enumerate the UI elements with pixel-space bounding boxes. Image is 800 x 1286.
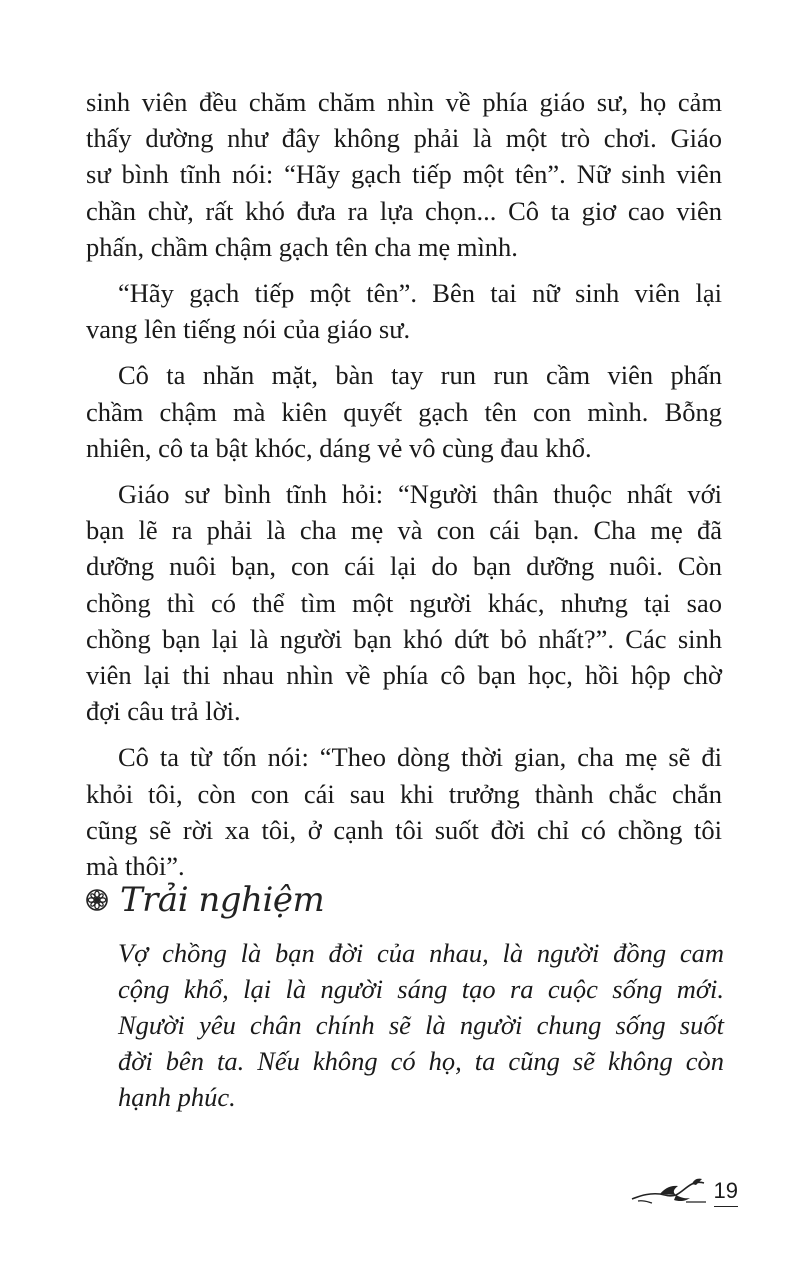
text-line: mà thôi”. [86, 851, 185, 882]
text-line: chồng bạn lại là người bạn khó dứt bỏ nhất?”. Các sinh [86, 623, 722, 654]
text-line: sinh viên đều chăm chăm nhìn về phía giáo sư, họ cảm [86, 87, 722, 117]
text-line: đời bên ta. Nếu không có họ, ta cũng sẽ không còn [118, 1046, 724, 1076]
text-line: viên lại thi nhau nhìn về phía cô bạn học, hồi hộp chờ [86, 660, 722, 691]
text-line: dưỡng nuôi bạn, con cái lại do bạn dưỡng nuôi. Còn [86, 551, 722, 582]
text-line: hạnh phúc. [118, 1082, 236, 1112]
text-line: “Hãy gạch tiếp một tên”. Bên tai nữ sinh viên lại [118, 278, 722, 309]
text-line: chồng thì có thể tìm một người khác, nhưng tại sao [86, 587, 722, 618]
section-heading [86, 880, 324, 920]
text-line: chầm chậm mà kiên quyết gạch tên con mình. Bỗng [86, 396, 722, 427]
text-line: nhiên, cô ta bật khóc, dáng vẻ vô cùng đau khổ. [86, 432, 592, 463]
text-line: thấy dường như đây không phải là một trò chơi. Giáo [86, 123, 722, 154]
text-line: cộng khổ, lại là người sáng tạo ra cuộc sống mới. [118, 974, 724, 1004]
text-line: đợi câu trả lời. [86, 696, 241, 727]
flower-ornament-icon [86, 889, 108, 911]
text-line: Cô ta nhăn mặt, bàn tay run run cầm viên phấn [118, 360, 722, 391]
text-line: chần chừ, rất khó đưa ra lựa chọn... Cô ta giơ cao viên [86, 195, 722, 226]
paragraph-4 [86, 476, 722, 729]
paragraph-2 [86, 275, 722, 347]
paragraph-5 [86, 739, 722, 884]
bird-ornament-icon [630, 1175, 708, 1207]
paragraph-3 [86, 357, 722, 466]
text-line: bạn lẽ ra phải là cha mẹ và con cái bạn. Cha mẹ đã [86, 515, 722, 546]
paragraph-1 [86, 84, 722, 265]
text-line: sư bình tĩnh nói: “Hãy gạch tiếp một tên”. Nữ sinh viên [86, 159, 722, 190]
text-line: vang lên tiếng nói của giáo sư. [86, 314, 411, 345]
text-line: Giáo sư bình tĩnh hỏi: “Người thân thuộc nhất với [118, 479, 722, 510]
text-line: Người yêu chân chính sẽ là người chung sống suốt [118, 1010, 724, 1040]
text-line: khỏi tôi, còn con cái sau khi trưởng thành chắc chắn [86, 778, 722, 809]
page-footer [630, 1175, 738, 1207]
section-title: Trải nghiệm [120, 880, 325, 920]
body-text [86, 84, 722, 894]
text-line: cũng sẽ rời xa tôi, ở cạnh tôi suốt đời chỉ có chồng tôi [86, 814, 722, 845]
text-line: Vợ chồng là bạn đời của nhau, là người đồng cam [118, 938, 724, 968]
text-line: phấn, chầm chậm gạch tên cha mẹ mình. [86, 231, 518, 262]
page-number: 19 [714, 1180, 738, 1207]
text-line: Cô ta từ tốn nói: “Theo dòng thời gian, cha mẹ sẽ đi [118, 742, 722, 773]
reflection-text [118, 935, 724, 1115]
